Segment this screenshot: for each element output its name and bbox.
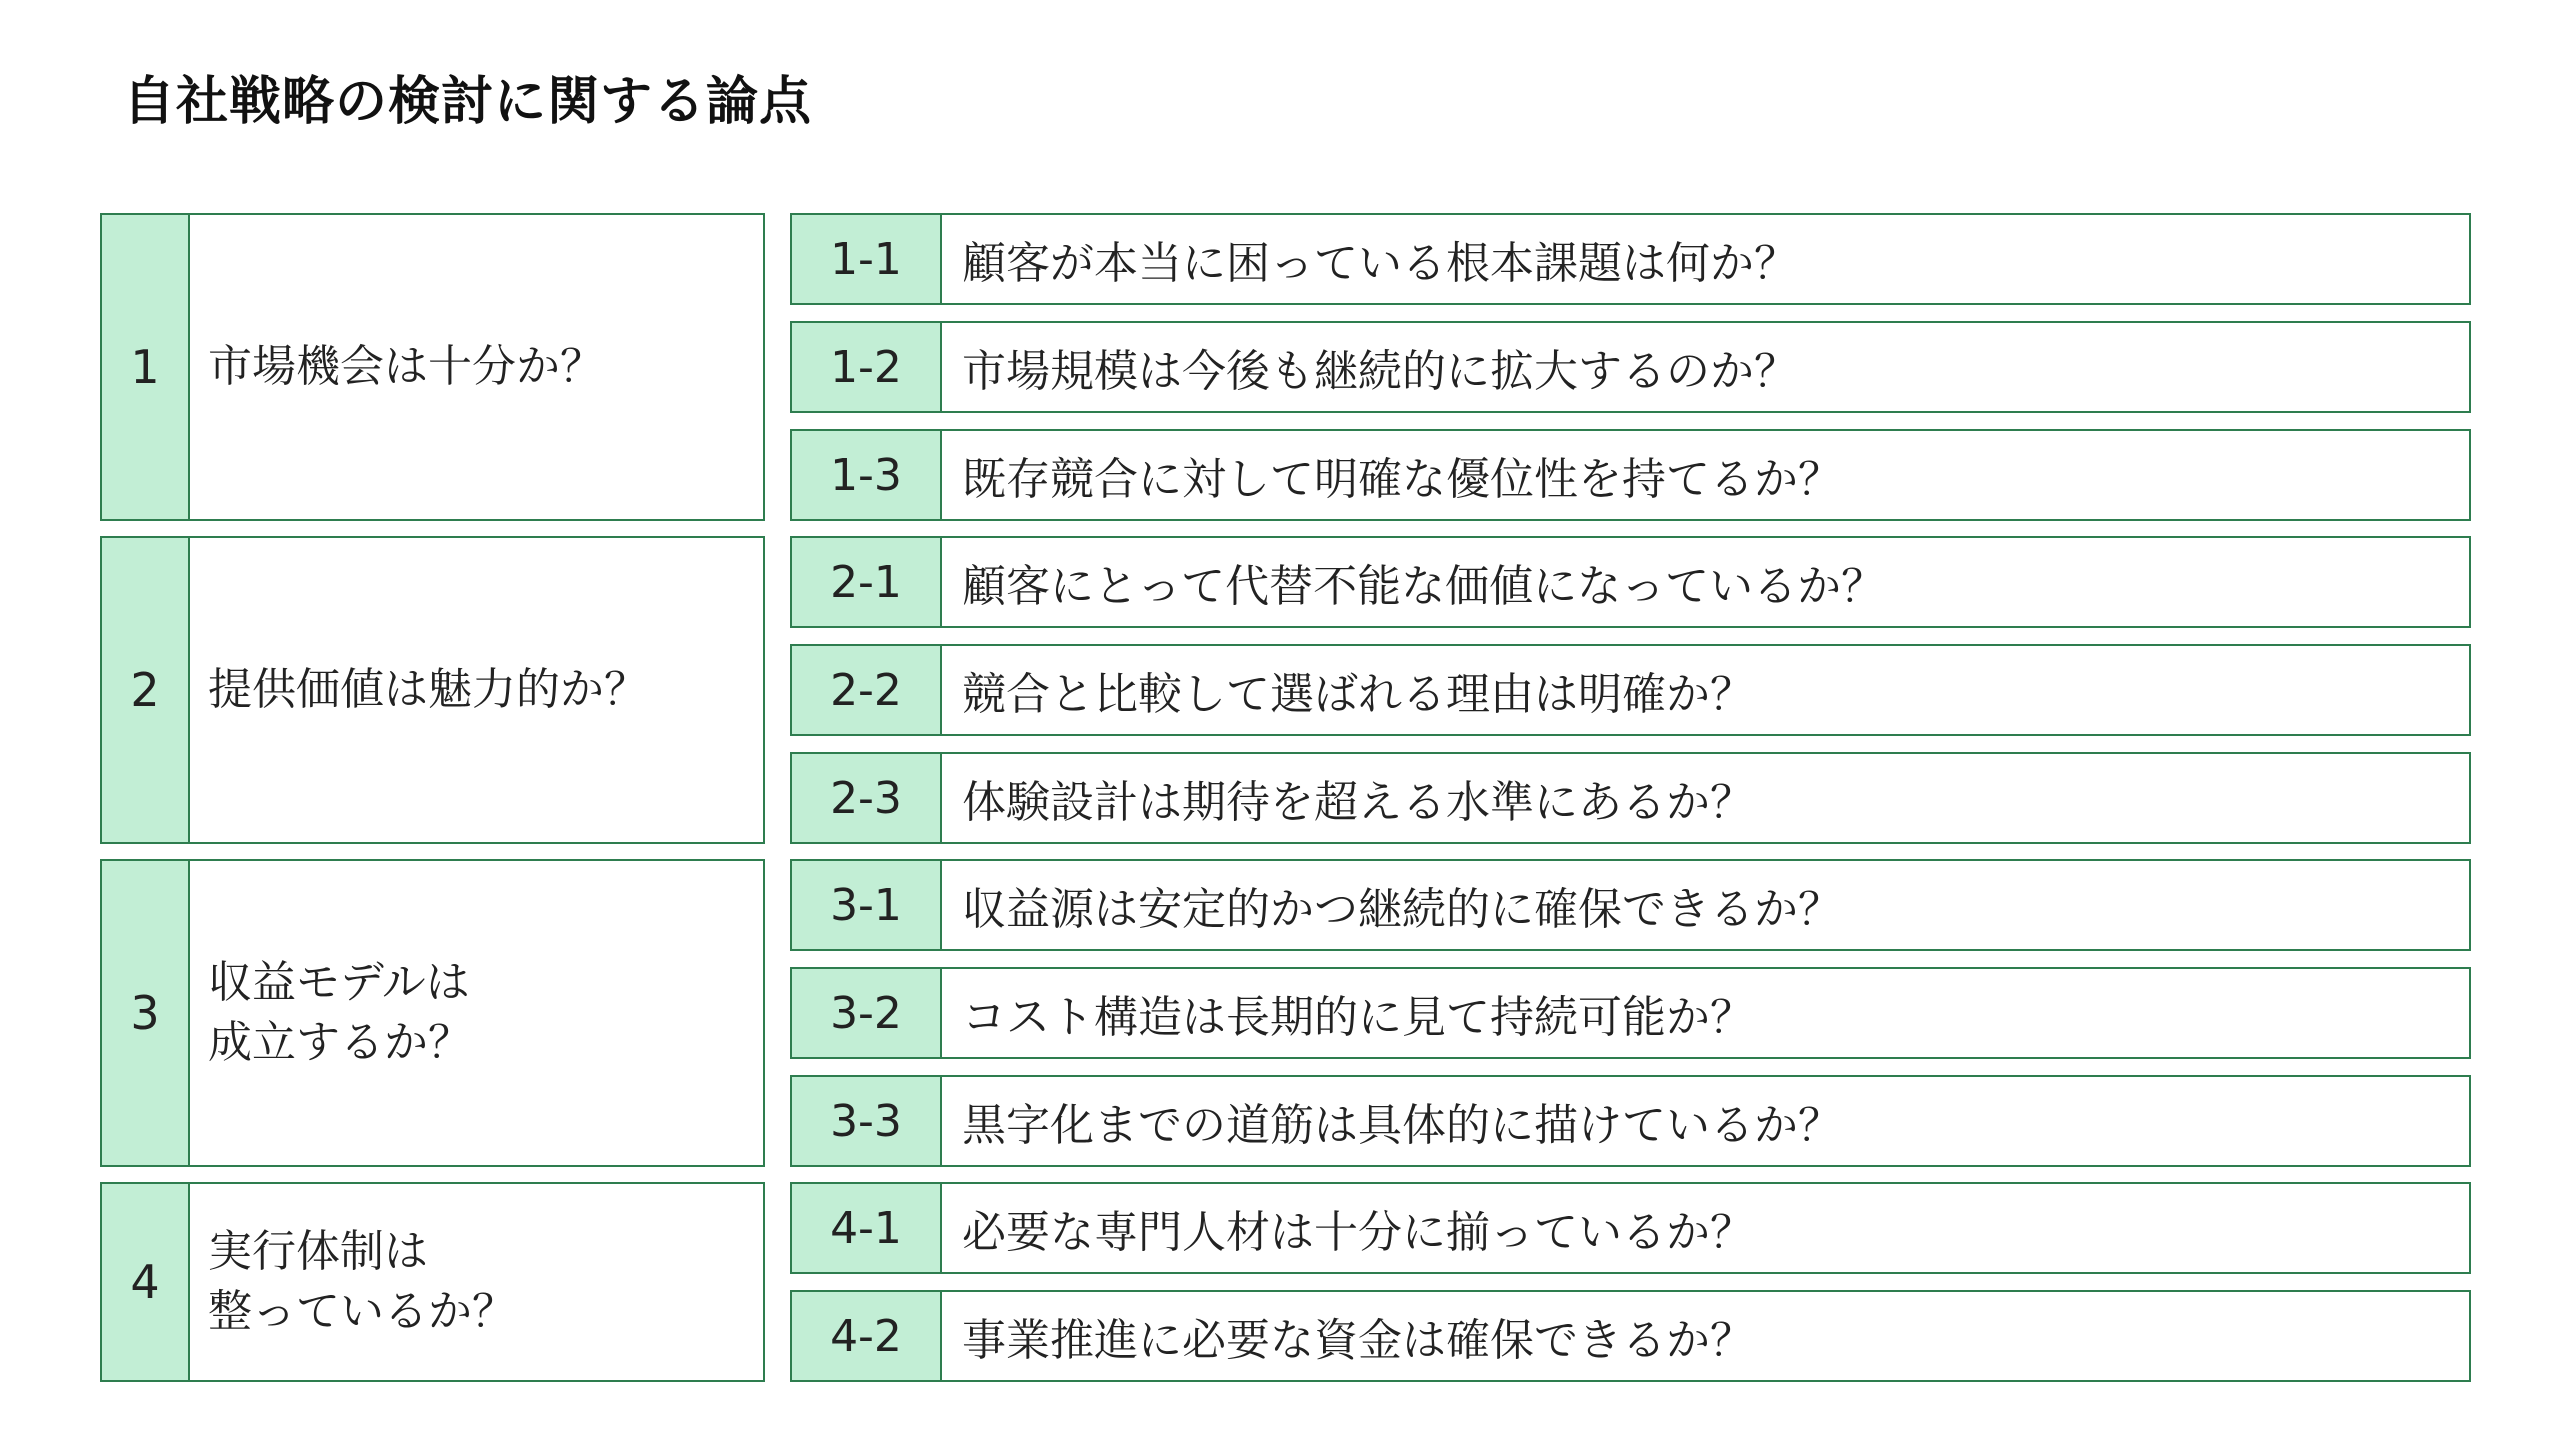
sub-issue-number: 4-2 xyxy=(792,1292,942,1380)
sub-issue-row-1-1 xyxy=(790,213,2471,305)
sub-issue-row-2-3 xyxy=(790,752,2471,844)
sub-issue-number: 1-3 xyxy=(792,431,942,519)
sub-issue-number: 1-2 xyxy=(792,323,942,411)
issue-label: 提供価値は魅力的か？ xyxy=(208,664,648,715)
sub-issue-row-3-2 xyxy=(790,967,2471,1059)
sub-issue-text: 顧客が本当に困っている根本課題は何か？ xyxy=(962,238,1798,289)
sub-issue-number: 2-2 xyxy=(792,646,942,734)
issue-number: 1 xyxy=(102,215,190,519)
issue-number: 4 xyxy=(102,1184,190,1380)
sub-issue-number: 1-1 xyxy=(792,215,942,303)
issue-number: 2 xyxy=(102,538,190,842)
sub-issue-text: 体験設計は期待を超える水準にあるか？ xyxy=(962,777,1754,828)
sub-issue-text: 顧客にとって代替不能な価値になっているか？ xyxy=(962,561,1886,612)
sub-issue-row-2-1 xyxy=(790,536,2471,628)
sub-issue-row-1-2 xyxy=(790,321,2471,413)
sub-issue-row-3-1 xyxy=(790,859,2471,951)
sub-issue-text: 市場規模は今後も継続的に拡大するのか？ xyxy=(962,346,1798,397)
sub-issue-text: 既存競合に対して明確な優位性を持てるか？ xyxy=(962,454,1842,505)
sub-issue-text: 黒字化までの道筋は具体的に描けているか？ xyxy=(962,1100,1842,1151)
sub-issue-number: 2-1 xyxy=(792,538,942,626)
sub-issue-row-1-3 xyxy=(790,429,2471,521)
sub-issue-number: 2-3 xyxy=(792,754,942,842)
issue-number: 3 xyxy=(102,861,190,1165)
sub-issue-text: 収益源は安定的かつ継続的に確保できるか？ xyxy=(962,884,1842,935)
issue-label: 実行体制は 整っているか？ xyxy=(208,1226,516,1337)
sub-issue-text: 事業推進に必要な資金は確保できるか？ xyxy=(962,1315,1754,1366)
issue-label: 市場機会は十分か？ xyxy=(208,341,604,392)
sub-issue-row-3-3 xyxy=(790,1075,2471,1167)
page-title: 自社戦略の検討に関する論点 xyxy=(123,72,813,132)
sub-issue-number: 3-1 xyxy=(792,861,942,949)
issue-group-1 xyxy=(100,213,765,521)
sub-issue-text: 競合と比較して選ばれる理由は明確か？ xyxy=(962,669,1754,720)
issue-group-2 xyxy=(100,536,765,844)
sub-issue-number: 4-1 xyxy=(792,1184,942,1272)
sub-issue-row-4-1 xyxy=(790,1182,2471,1274)
sub-issue-text: 必要な専門人材は十分に揃っているか？ xyxy=(962,1207,1754,1258)
sub-issue-text: コスト構造は長期的に見て持続可能か？ xyxy=(962,992,1754,1043)
sub-issue-number: 3-2 xyxy=(792,969,942,1057)
issue-label: 収益モデルは 成立するか？ xyxy=(208,957,472,1068)
sub-issue-number: 3-3 xyxy=(792,1077,942,1165)
sub-issue-row-4-2 xyxy=(790,1290,2471,1382)
issue-group-4 xyxy=(100,1182,765,1382)
sub-issue-row-2-2 xyxy=(790,644,2471,736)
issue-group-3 xyxy=(100,859,765,1167)
